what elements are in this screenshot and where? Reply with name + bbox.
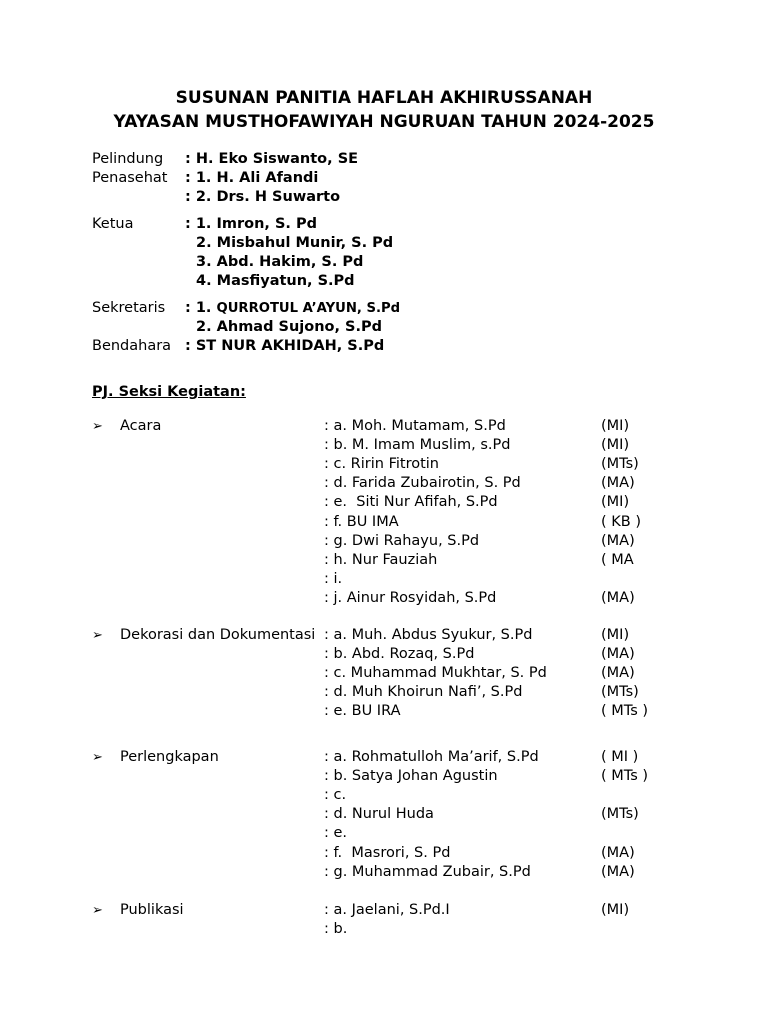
section-member: : i. <box>324 570 343 587</box>
sekretaris-label: Sekretaris <box>92 300 166 316</box>
ketua-value-1: : 1. Imron, S. Pd <box>185 216 317 232</box>
penasehat-value-2: : 2. Drs. H Suwarto <box>185 189 341 205</box>
section-member: : a. Jaelani, S.Pd.I <box>324 902 450 918</box>
ketua-value-3: 3. Abd. Hakim, S. Pd <box>196 254 364 270</box>
sekretaris-name-1: QURROTUL A’AYUN, S.Pd <box>216 301 401 316</box>
pelindung-value: : H. Eko Siswanto, SE <box>185 151 359 167</box>
bendahara-value: : ST NUR AKHIDAH, S.Pd <box>185 338 385 354</box>
ketua-label: Ketua <box>92 216 134 232</box>
section-member: : c. Ririn Fitrotin <box>324 456 439 473</box>
section-member: : a. Rohmatulloh Ma’arif, S.Pd <box>324 749 539 765</box>
section-bullet-icon: ➢ <box>92 750 103 765</box>
section-member: : d. Muh Khoirun Nafi’, S.Pd <box>324 684 523 701</box>
sekretaris-value-2: 2. Ahmad Sujono, S.Pd <box>196 319 383 335</box>
member-institution: (MTs) <box>601 806 639 823</box>
section-member: : d. Farida Zubairotin, S. Pd <box>324 475 521 492</box>
section-bullet-icon: ➢ <box>92 903 103 918</box>
member-institution: (MTs) <box>601 684 639 701</box>
section-member: : h. Nur Fauziah <box>324 551 438 568</box>
penasehat-label: Penasehat <box>92 170 168 186</box>
document-title-line-1: SUSUNAN PANITIA HAFLAH AKHIRUSSANAH <box>175 88 593 108</box>
member-institution: (MI) <box>601 418 630 434</box>
section-name: Dekorasi dan Dokumentasi <box>120 627 316 643</box>
section-member: : c. Muhammad Mukhtar, S. Pd <box>324 665 547 682</box>
section-bullet-icon: ➢ <box>92 419 103 434</box>
member-institution: ( MTs ) <box>601 703 649 720</box>
section-member: : b. Abd. Rozaq, S.Pd <box>324 646 475 663</box>
section-member: : b. Satya Johan Agustin <box>324 768 498 785</box>
member-institution: ( MI ) <box>601 749 639 765</box>
ketua-value-2: 2. Misbahul Munir, S. Pd <box>196 235 394 251</box>
member-institution: (MI) <box>601 437 630 454</box>
member-institution: (MA) <box>601 863 635 880</box>
section-member: : c. <box>324 787 347 804</box>
member-institution: ( MA <box>601 551 634 568</box>
member-institution: (MA) <box>601 665 635 682</box>
section-member: : e. <box>324 825 348 842</box>
section-member: : b. M. Imam Muslim, s.Pd <box>324 437 511 454</box>
section-member: : a. Moh. Mutamam, S.Pd <box>324 418 506 434</box>
member-institution: ( KB ) <box>601 513 641 530</box>
member-institution: (MI) <box>601 902 630 918</box>
section-name: Perlengkapan <box>120 749 219 765</box>
member-institution: (MA) <box>601 532 635 549</box>
member-institution: (MTs) <box>601 456 639 473</box>
member-institution: (MA) <box>601 646 635 663</box>
pj-seksi-heading: PJ. Seksi Kegiatan: <box>92 384 246 400</box>
member-institution: ( MTs ) <box>601 768 649 785</box>
member-institution: (MI) <box>601 494 630 511</box>
sekretaris-prefix: : 1. <box>185 300 217 316</box>
section-member: : j. Ainur Rosyidah, S.Pd <box>324 589 497 606</box>
bendahara-label: Bendahara <box>92 338 172 354</box>
section-member: : e. BU IRA <box>324 703 401 720</box>
pelindung-label: Pelindung <box>92 151 164 167</box>
section-member: : f. Masrori, S. Pd <box>324 844 451 861</box>
member-institution: (MA) <box>601 589 635 606</box>
penasehat-value-1: : 1. H. Ali Afandi <box>185 170 319 186</box>
section-member: : g. Muhammad Zubair, S.Pd <box>324 863 531 880</box>
member-institution: (MA) <box>601 844 635 861</box>
section-member: : g. Dwi Rahayu, S.Pd <box>324 532 480 549</box>
section-name: Acara <box>120 418 162 434</box>
document-title-line-2: YAYASAN MUSTHOFAWIYAH NGURUAN TAHUN 2024-2025 <box>113 112 655 132</box>
section-bullet-icon: ➢ <box>92 628 103 643</box>
member-institution: (MI) <box>601 627 630 643</box>
member-institution: (MA) <box>601 475 635 492</box>
section-member: : d. Nurul Huda <box>324 806 434 823</box>
section-member: : b. <box>324 921 348 938</box>
ketua-value-4: 4. Masfiyatun, S.Pd <box>196 273 355 289</box>
section-name: Publikasi <box>120 902 184 918</box>
section-member: : e. Siti Nur Afifah, S.Pd <box>324 494 498 511</box>
section-member: : a. Muh. Abdus Syukur, S.Pd <box>324 627 533 643</box>
section-member: : f. BU IMA <box>324 513 399 530</box>
sekretaris-value-1 <box>185 300 400 316</box>
